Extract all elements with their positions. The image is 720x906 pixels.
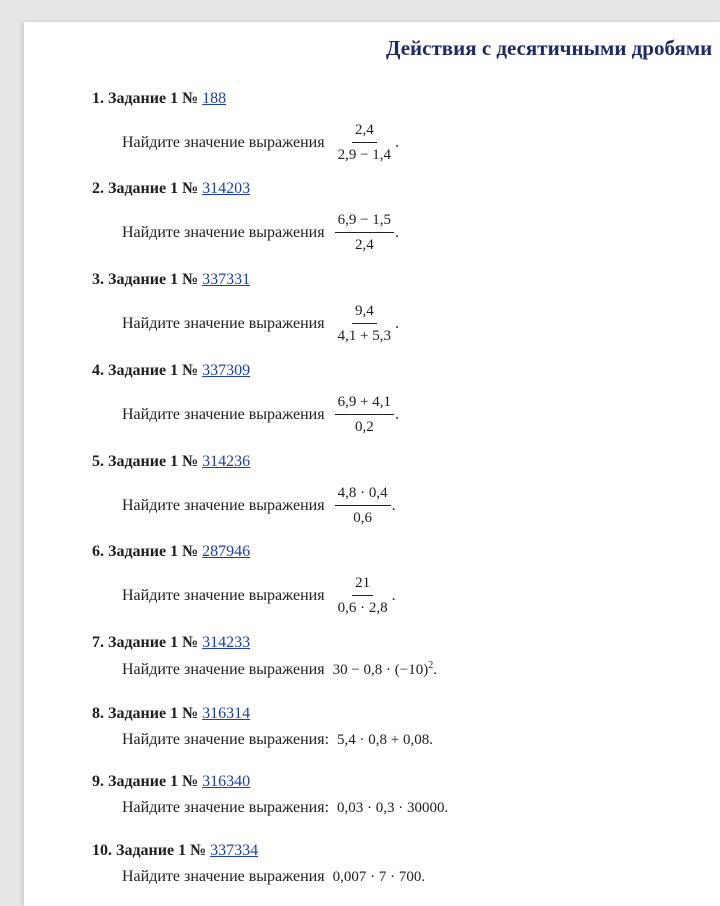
task-number-link[interactable]: 337334 — [210, 842, 259, 859]
task-prompt: Найдите значение выражения — [122, 133, 325, 151]
task-heading — [92, 634, 250, 652]
task-heading — [92, 705, 250, 723]
math-expression — [333, 660, 437, 679]
task-label: Задание 1 № — [108, 634, 199, 651]
terminal-period: . — [433, 662, 437, 678]
fraction — [335, 120, 394, 165]
task-label: Задание 1 № — [108, 180, 199, 197]
task-index: 1. — [92, 90, 104, 107]
task-number-link[interactable]: 316340 — [202, 773, 251, 790]
task-heading — [92, 842, 258, 860]
task-label: Задание 1 № — [108, 543, 199, 560]
task-prompt: Найдите значение выражения: — [122, 731, 330, 748]
task-body — [122, 573, 396, 618]
task-label: Задание 1 № — [108, 705, 199, 722]
task-index: 8. — [92, 705, 104, 722]
task-label: Задание 1 № — [108, 90, 199, 107]
fraction-denominator: 2,4 — [354, 237, 374, 253]
fraction-numerator: 2,4 — [352, 120, 377, 143]
task-index: 3. — [92, 271, 104, 288]
expression-text: 0,007 · 7 · 700 — [332, 868, 422, 885]
fraction-denominator: 0,2 — [354, 419, 374, 435]
task-label: Задание 1 № — [108, 773, 199, 790]
fraction — [335, 301, 394, 346]
task-heading — [92, 90, 226, 108]
fraction — [335, 483, 391, 528]
task-prompt: Найдите значение выражения — [122, 496, 325, 514]
task-heading — [92, 543, 250, 561]
task-body — [122, 301, 399, 346]
task-body — [122, 660, 437, 679]
math-expression — [337, 800, 448, 817]
task-prompt: Найдите значение выражения — [122, 868, 325, 885]
task-body — [122, 210, 399, 255]
fraction-numerator: 21 — [352, 573, 373, 596]
task-heading — [92, 773, 250, 791]
fraction-numerator: 6,9 − 1,5 — [335, 210, 394, 233]
math-expression — [337, 732, 433, 749]
terminal-period: . — [395, 314, 400, 332]
expression-text: 5,4 · 0,8 + 0,08 — [337, 731, 430, 748]
fraction-denominator: 2,9 − 1,4 — [337, 147, 392, 163]
fraction — [335, 573, 391, 618]
task-prompt: Найдите значение выражения — [122, 223, 325, 241]
terminal-period: . — [421, 868, 426, 885]
terminal-period: . — [391, 496, 396, 514]
task-index: 6. — [92, 543, 104, 560]
fraction-denominator: 0,6 · 2,8 — [337, 600, 388, 616]
terminal-period: . — [395, 133, 400, 151]
terminal-period: . — [429, 731, 433, 748]
fraction-numerator: 6,9 + 4,1 — [335, 392, 394, 415]
task-body — [122, 120, 399, 165]
document-title: Действия с десятичными дробями — [386, 36, 713, 60]
task-index: 9. — [92, 773, 104, 790]
fraction-denominator: 0,6 — [353, 510, 372, 526]
document-page — [24, 22, 720, 906]
task-label: Задание 1 № — [108, 453, 199, 470]
terminal-period: . — [391, 586, 396, 604]
fraction — [335, 210, 394, 255]
task-number-link[interactable]: 287946 — [202, 543, 251, 560]
task-number-link[interactable]: 337309 — [202, 362, 251, 379]
terminal-period: . — [395, 223, 400, 241]
task-prompt: Найдите значение выражения — [122, 314, 325, 332]
exponent: 2 — [428, 660, 434, 671]
task-heading — [92, 180, 250, 198]
task-prompt: Найдите значение выражения: — [122, 799, 330, 816]
math-expression — [333, 869, 426, 886]
task-label: Задание 1 № — [116, 842, 207, 859]
task-body — [122, 868, 425, 886]
task-index: 7. — [92, 634, 104, 651]
task-heading — [92, 453, 250, 471]
task-body — [122, 392, 399, 437]
task-prompt: Найдите значение выражения — [122, 405, 325, 423]
task-index: 5. — [92, 453, 104, 470]
task-number-link[interactable]: 314233 — [202, 634, 251, 651]
task-number-link[interactable]: 316314 — [202, 705, 251, 722]
task-index: 4. — [92, 362, 104, 379]
task-prompt: Найдите значение выражения — [122, 660, 325, 678]
task-number-link[interactable]: 188 — [202, 90, 227, 107]
task-index: 2. — [92, 180, 104, 197]
terminal-period: . — [444, 799, 449, 816]
fraction — [335, 392, 394, 437]
fraction-numerator: 9,4 — [352, 301, 377, 324]
task-number-link[interactable]: 337331 — [202, 271, 251, 288]
task-heading — [92, 271, 250, 289]
task-number-link[interactable]: 314203 — [202, 180, 251, 197]
task-label: Задание 1 № — [108, 271, 199, 288]
fraction-numerator: 4,8 · 0,4 — [335, 483, 391, 506]
task-body — [122, 731, 433, 749]
task-body — [122, 799, 448, 817]
task-index: 10. — [92, 842, 112, 859]
fraction-denominator: 4,1 + 5,3 — [337, 328, 392, 344]
terminal-period: . — [395, 405, 400, 423]
task-prompt: Найдите значение выражения — [122, 586, 325, 604]
task-body — [122, 483, 396, 528]
task-heading — [92, 362, 250, 380]
task-label: Задание 1 № — [108, 362, 199, 379]
task-number-link[interactable]: 314236 — [202, 453, 251, 470]
expression-text: 30 − 0,8 · (−10) — [332, 662, 429, 678]
expression-text: 0,03 · 0,3 · 30000 — [337, 799, 445, 816]
